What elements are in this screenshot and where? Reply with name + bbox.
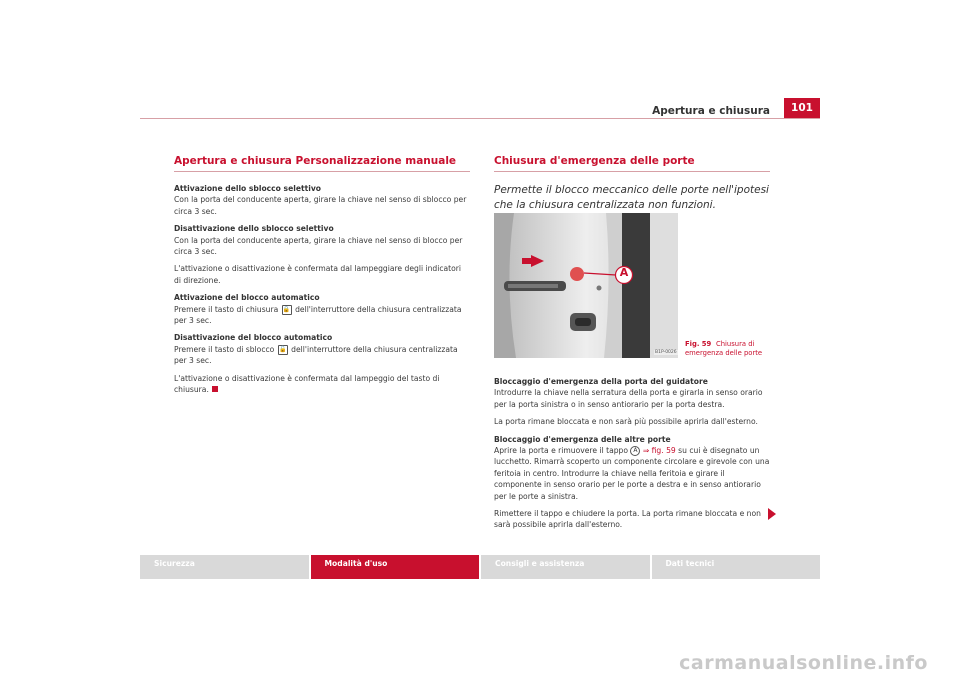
- footer-tab-modalita-uso[interactable]: Modalità d'uso: [311, 555, 480, 579]
- text-span: su cui è disegnato un lucchetto. Rimarrà scoperto un componente circolare e girevole con una feritoia in centro. Introdurre la chiave nella feritoia e girare il componente in senso orario per le porte a destra e in senso antiorario per le porte a sinistra.: [494, 446, 770, 501]
- subheading: Bloccaggio d'emergenza della porta del guidatore: [494, 377, 708, 386]
- text-span: dell'interruttore della chiusura centralizzata per 3 sec.: [174, 344, 458, 366]
- paragraph: [174, 344, 470, 367]
- figure-code: B1P-0026: [655, 350, 677, 355]
- figure-link[interactable]: ⇒ fig. 59: [642, 446, 676, 456]
- subheading: Disattivazione del blocco automatico: [174, 333, 333, 343]
- paragraph: [174, 373, 470, 396]
- next-page-arrow-icon[interactable]: [768, 508, 776, 520]
- subheading: Disattivazione dello sblocco selettivo: [174, 224, 334, 234]
- footer-nav: [140, 555, 820, 579]
- paragraph: Rimettere il tappo e chiudere la porta. La porta rimane bloccata e non sarà possibile aprirla dall'esterno.: [494, 509, 761, 530]
- caption-text: Chiusura di emergenza delle porte: [685, 340, 763, 357]
- text-span: dell'interruttore della chiusura centralizzata per 3 sec.: [174, 304, 462, 326]
- page-number: 101: [784, 98, 820, 119]
- figure-door-lock: [494, 213, 678, 358]
- paragraph: Con la porta del conducente aperta, girare la chiave nel senso di sblocco per circa 3 sec.: [174, 195, 467, 216]
- text-span: Aprire la porta e rimuovere il tappo: [494, 446, 629, 456]
- text-span: Premere il tasto di sblocco: [174, 344, 275, 354]
- figure-caption: [685, 340, 775, 357]
- unlock-key-icon: 🔓: [279, 345, 287, 353]
- footer-tab-dati-tecnici[interactable]: Dati tecnici: [652, 555, 821, 579]
- paragraph: [174, 304, 470, 327]
- caption-number: Fig. 59: [685, 340, 712, 348]
- text-span: L'attivazione o disattivazione è confermata dal lampeggio del tasto di chiusura.: [174, 373, 440, 395]
- section-end-icon: [212, 386, 218, 392]
- lock-key-icon: 🔒: [282, 305, 291, 313]
- right-column-lower: [494, 376, 770, 537]
- left-column: [174, 155, 470, 402]
- footer-tab-consigli[interactable]: Consigli e assistenza: [481, 555, 650, 579]
- section-heading-right: Chiusura d'emergenza delle porte: [494, 155, 770, 172]
- subheading: Attivazione dello sblocco selettivo: [174, 184, 321, 193]
- paragraph: Introdurre la chiave nella serratura della porta e girarla in senso orario per la porta sinistra o in senso antiorario per la porta destra.: [494, 388, 763, 409]
- running-header-title: Apertura e chiusura: [652, 105, 770, 117]
- section-heading-left: Apertura e chiusura Personalizzazione manuale: [174, 155, 470, 172]
- footer-tab-sicurezza[interactable]: Sicurezza: [140, 555, 309, 579]
- paragraph: [494, 445, 770, 502]
- paragraph: L'attivazione o disattivazione è confermata dal lampeggiare degli indicatori di direzione.: [174, 264, 462, 285]
- text-span: Premere il tasto di chiusura: [174, 304, 279, 314]
- door-illustration: [494, 213, 678, 358]
- subheading: Attivazione del blocco automatico: [174, 293, 320, 303]
- header-rule: [140, 118, 820, 119]
- lead-paragraph: Permette il blocco meccanico delle porte nell'ipotesi che la chiusura centralizzata non funzioni.: [494, 184, 769, 211]
- paragraph: Con la porta del conducente aperta, girare la chiave nel senso di blocco per circa 3 sec.: [174, 235, 463, 257]
- paragraph: La porta rimane bloccata e non sarà più possibile aprirla dall'esterno.: [494, 417, 758, 427]
- right-column: [494, 155, 770, 219]
- callout-label-a: A: [619, 266, 629, 279]
- watermark: carmanualsonline.info: [679, 652, 928, 674]
- subheading: Bloccaggio d'emergenza delle altre porte: [494, 434, 671, 444]
- ref-circle-a: A: [630, 446, 640, 456]
